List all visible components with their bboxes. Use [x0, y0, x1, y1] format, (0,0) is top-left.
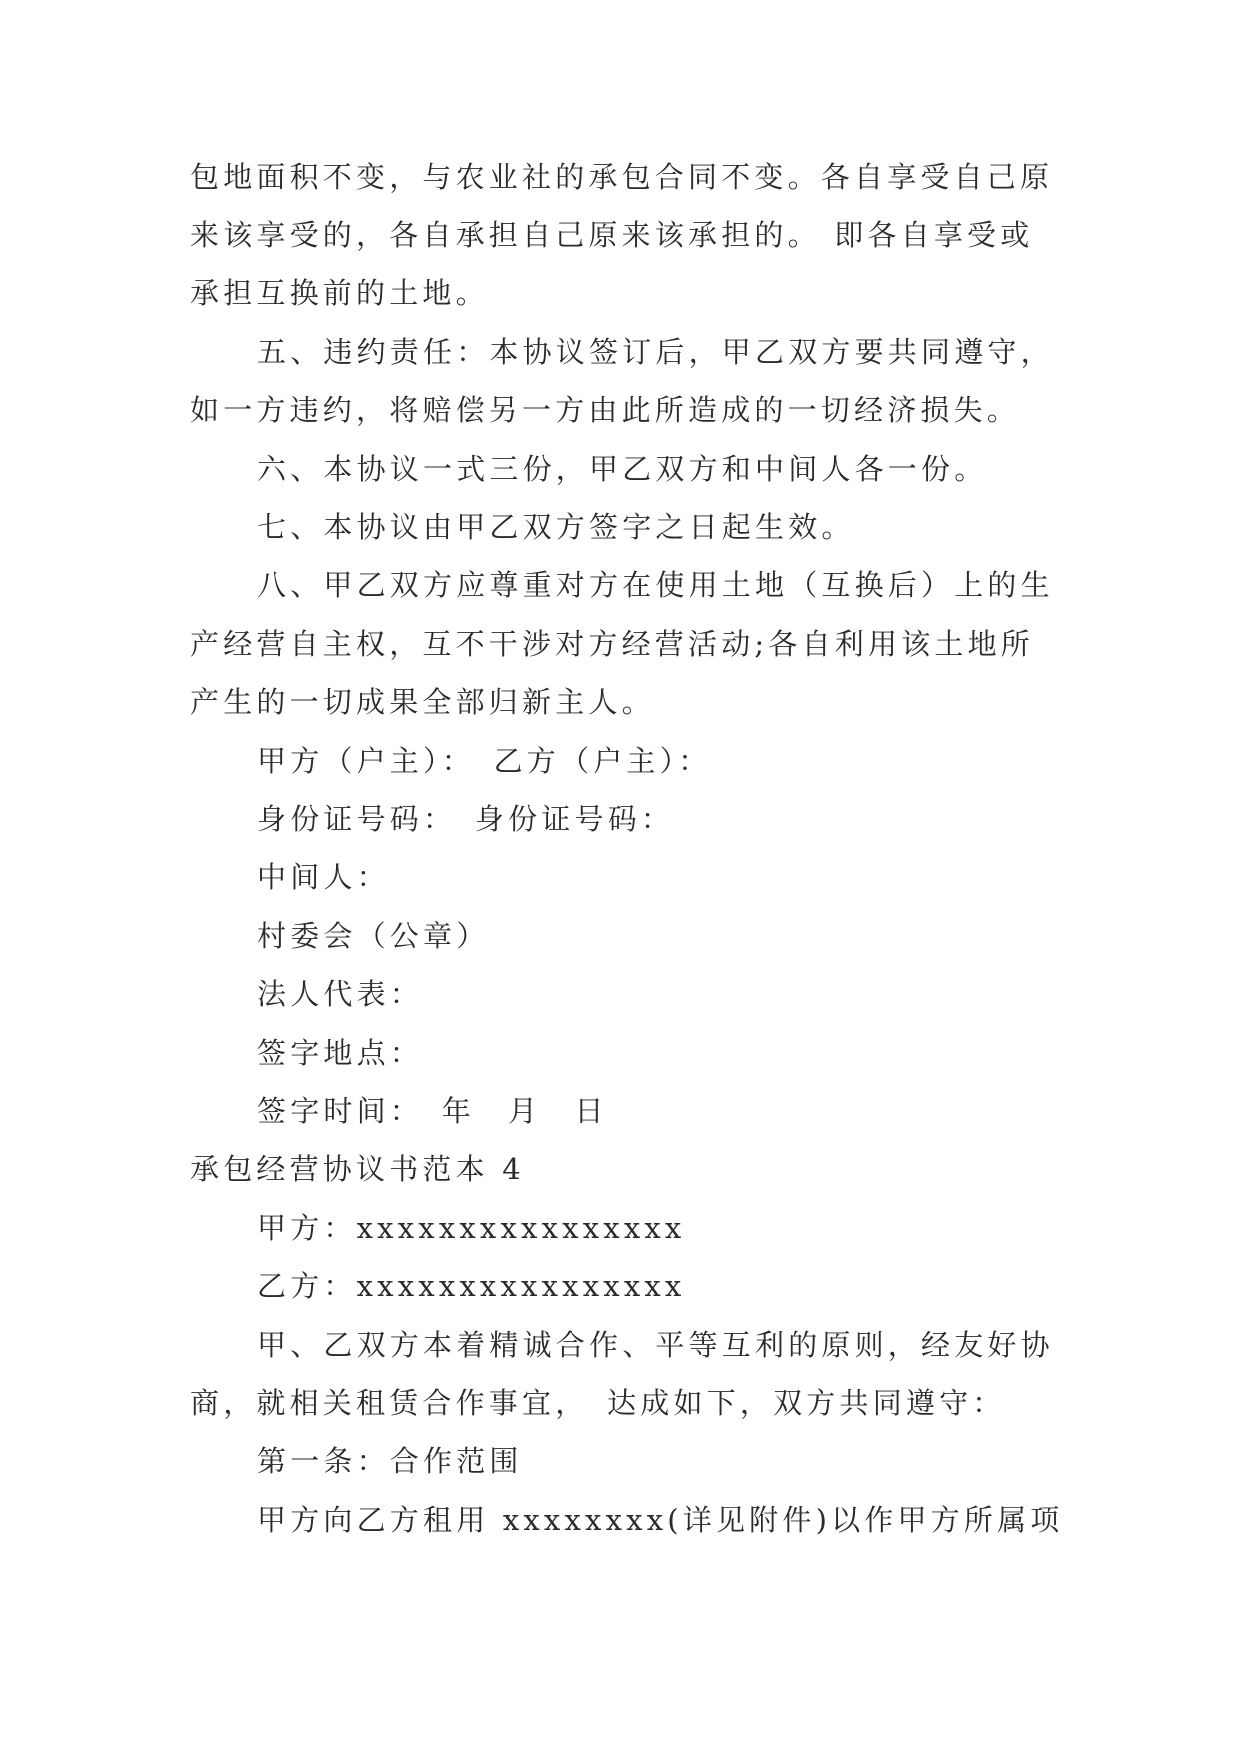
text-line: 如一方违约，将赔偿另一方由此所造成的一切经济损失。	[190, 393, 1021, 428]
text-line: 来该享受的，各自承担自己原来该承担的。 即各自享受或	[190, 218, 1034, 253]
clause-eight-line: 八、甲乙双方应尊重对方在使用土地（互换后）上的生	[257, 568, 1054, 603]
document-body	[190, 148, 1070, 1549]
clause-seven-line: 七、本协议由甲乙双方签字之日起生效。	[257, 510, 855, 545]
article-one-heading: 第一条：合作范围	[257, 1444, 523, 1479]
village-committee-seal-line: 村委会（公章）	[257, 918, 490, 953]
text-line: 包地面积不变，与农业社的承包合同不变。各自享受自己原	[190, 159, 1054, 194]
signing-place-line: 签字地点：	[257, 1035, 424, 1070]
clause-six-line: 六、本协议一式三份，甲乙双方和中间人各一份。	[257, 451, 988, 486]
text-line: 商，就相关租赁合作事宜， 达成如下，双方共同遵守：	[190, 1385, 1006, 1420]
text-line: 承担互换前的土地。	[190, 276, 489, 311]
text-line: 产经营自主权，互不干涉对方经营活动;各自利用该土地所	[190, 626, 1034, 661]
legal-representative-line: 法人代表：	[257, 977, 424, 1012]
article-one-body-line: 甲方向乙方租用 xxxxxxxx(详见附件)以作甲方所属项	[257, 1502, 1064, 1537]
signing-date-line: 签字时间： 年 月 日	[257, 1093, 608, 1128]
section-heading: 承包经营协议书范本 4	[190, 1152, 525, 1187]
text-line: 产生的一切成果全部归新主人。	[190, 685, 655, 720]
party-b-line: 乙方：xxxxxxxxxxxxxxxx	[257, 1269, 686, 1304]
intermediary-line: 中间人：	[257, 860, 390, 895]
preamble-line: 甲、乙双方本着精诚合作、平等互利的原则，经友好协	[257, 1327, 1054, 1362]
clause-five-line: 五、违约责任：本协议签订后，甲乙双方要共同遵守，	[257, 334, 1054, 369]
party-a-line: 甲方：xxxxxxxxxxxxxxxx	[257, 1210, 686, 1245]
party-signature-line: 甲方（户主）： 乙方（户主）：	[257, 743, 712, 778]
id-number-line: 身份证号码： 身份证号码：	[257, 801, 675, 836]
